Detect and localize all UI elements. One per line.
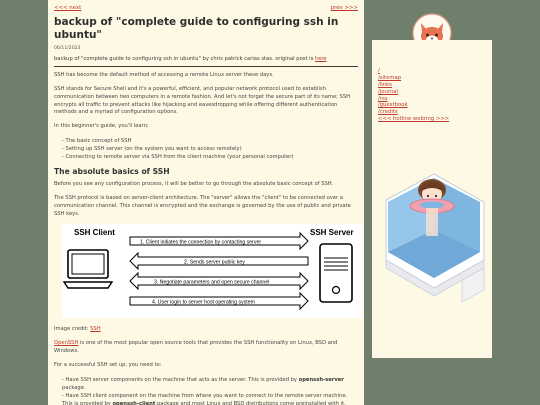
sidebar-link-links[interactable]: /links bbox=[378, 81, 392, 88]
laptop-icon bbox=[64, 250, 112, 288]
credit-text: Image credit: bbox=[54, 326, 91, 333]
sidebar-nav bbox=[378, 68, 449, 123]
intro-text: backup of "complete guide to configuring ssh in ubuntu" by chris patrick carias stas. original post is bbox=[54, 56, 315, 63]
step-2-label: 2. Sends server public key bbox=[184, 259, 245, 266]
paragraph-5: The SSH protocol is based on server-client architecture. The "server" allows the "client" to be connected over a communication channel. This channel is encrypted and the exchange is governed by the use of public and private SSH keys. bbox=[54, 195, 351, 217]
arrow-step-4 bbox=[130, 293, 308, 309]
post-nav bbox=[54, 5, 358, 11]
item-text: Have SSH server components on the machine that acts as the server. This is provided by bbox=[65, 376, 299, 383]
openssh-link[interactable]: OpenSSH bbox=[54, 340, 79, 347]
original-post-link[interactable]: here bbox=[314, 56, 327, 63]
paragraph-7: For a successful SSH set up, you need to: bbox=[54, 361, 162, 368]
step-4-label: 4. User login to server host operating system bbox=[152, 299, 255, 306]
paragraph-6-text: is one of the most popular open source tools that provides the SSH functionality on Linux, BSD and Windows. bbox=[54, 340, 338, 354]
credit-link[interactable]: SSH bbox=[90, 326, 101, 333]
section-heading: The absolute basics of SSH bbox=[54, 167, 170, 177]
paragraph-1: SSH has become the default method of accessing a remote Linux server these days. bbox=[54, 72, 274, 79]
list-item bbox=[62, 376, 358, 392]
sidebar-link-credits[interactable]: /credits bbox=[378, 109, 398, 116]
step-1-label: 1. Client initiates the connection by contacting server bbox=[140, 239, 262, 246]
list-item: - Connecting to remote server via SSH from the client machine (your personal computer) bbox=[62, 153, 358, 161]
paragraph-2: SSH stands for Secure Shell and it's a powerful, efficient, and popular network protocol used to establish communication between two computers in a remote fashion. And let's not forget the secure part of its name; SSH encrypts all traffic to prevent attacks like hijacking and eavesdropping while offering different authentication methods and a myriad of configuration options. bbox=[54, 86, 351, 116]
package-name: openssh-client bbox=[112, 400, 156, 405]
item-text: Have SSH client component on the machine from where you want to connect to the remote server machine. This is provided by bbox=[62, 392, 348, 405]
server-icon bbox=[320, 244, 352, 302]
sidebar-link-rss[interactable]: /rss bbox=[378, 95, 388, 102]
pool-illustration bbox=[372, 140, 492, 340]
learn-list bbox=[54, 137, 358, 161]
ssh-diagram-svg bbox=[62, 224, 362, 318]
list-item: - The basic concept of SSH bbox=[62, 137, 358, 145]
sidebar-link-journal[interactable]: /journal bbox=[378, 88, 399, 95]
next-post-link[interactable]: prev >>> bbox=[330, 5, 358, 11]
sidebar-link-guestbook[interactable]: /guestbook bbox=[378, 102, 408, 109]
prev-post-link[interactable]: <<< next bbox=[54, 5, 82, 11]
item-text: package and most Linux and BSD distributions come preinstalled with it. bbox=[155, 400, 346, 405]
post-date: 06/11/2023 bbox=[54, 46, 81, 52]
paragraph-6 bbox=[54, 340, 358, 356]
post-title: backup of "complete guide to configuring ssh in ubuntu" bbox=[54, 16, 339, 42]
list-item bbox=[62, 392, 358, 405]
ssh-diagram bbox=[62, 224, 362, 318]
package-name: openssh-server bbox=[298, 376, 344, 383]
intro-line bbox=[54, 56, 358, 62]
step-3-label: 3. Negotiate parameters and open secure channel bbox=[154, 279, 270, 286]
sidebar bbox=[372, 40, 492, 358]
client-label: SSH Client bbox=[74, 228, 115, 238]
paragraph-4: Before you see any configuration process, it will be better to go through the absolute basic concept of SSH. bbox=[54, 181, 334, 188]
webring-link[interactable]: <<< hotline webring >>> bbox=[378, 116, 450, 123]
arrow-step-3 bbox=[130, 273, 308, 289]
requirements-list bbox=[54, 376, 358, 405]
item-text: package. bbox=[62, 384, 86, 391]
arrow-step-2 bbox=[130, 253, 308, 269]
server-label: SSH Server bbox=[310, 228, 354, 238]
sidebar-link-sitemap[interactable]: /sitemap bbox=[378, 74, 402, 81]
list-item: - Setting up SSH server (on the system you want to access remotely) bbox=[62, 145, 358, 153]
arrow-step-1 bbox=[130, 233, 308, 249]
divider bbox=[54, 66, 358, 67]
image-credit bbox=[54, 326, 358, 334]
sidebar-link-home[interactable]: / bbox=[378, 68, 380, 74]
paragraph-3: In this beginner's guide, you'll learn: bbox=[54, 123, 149, 130]
main-content bbox=[48, 0, 364, 405]
